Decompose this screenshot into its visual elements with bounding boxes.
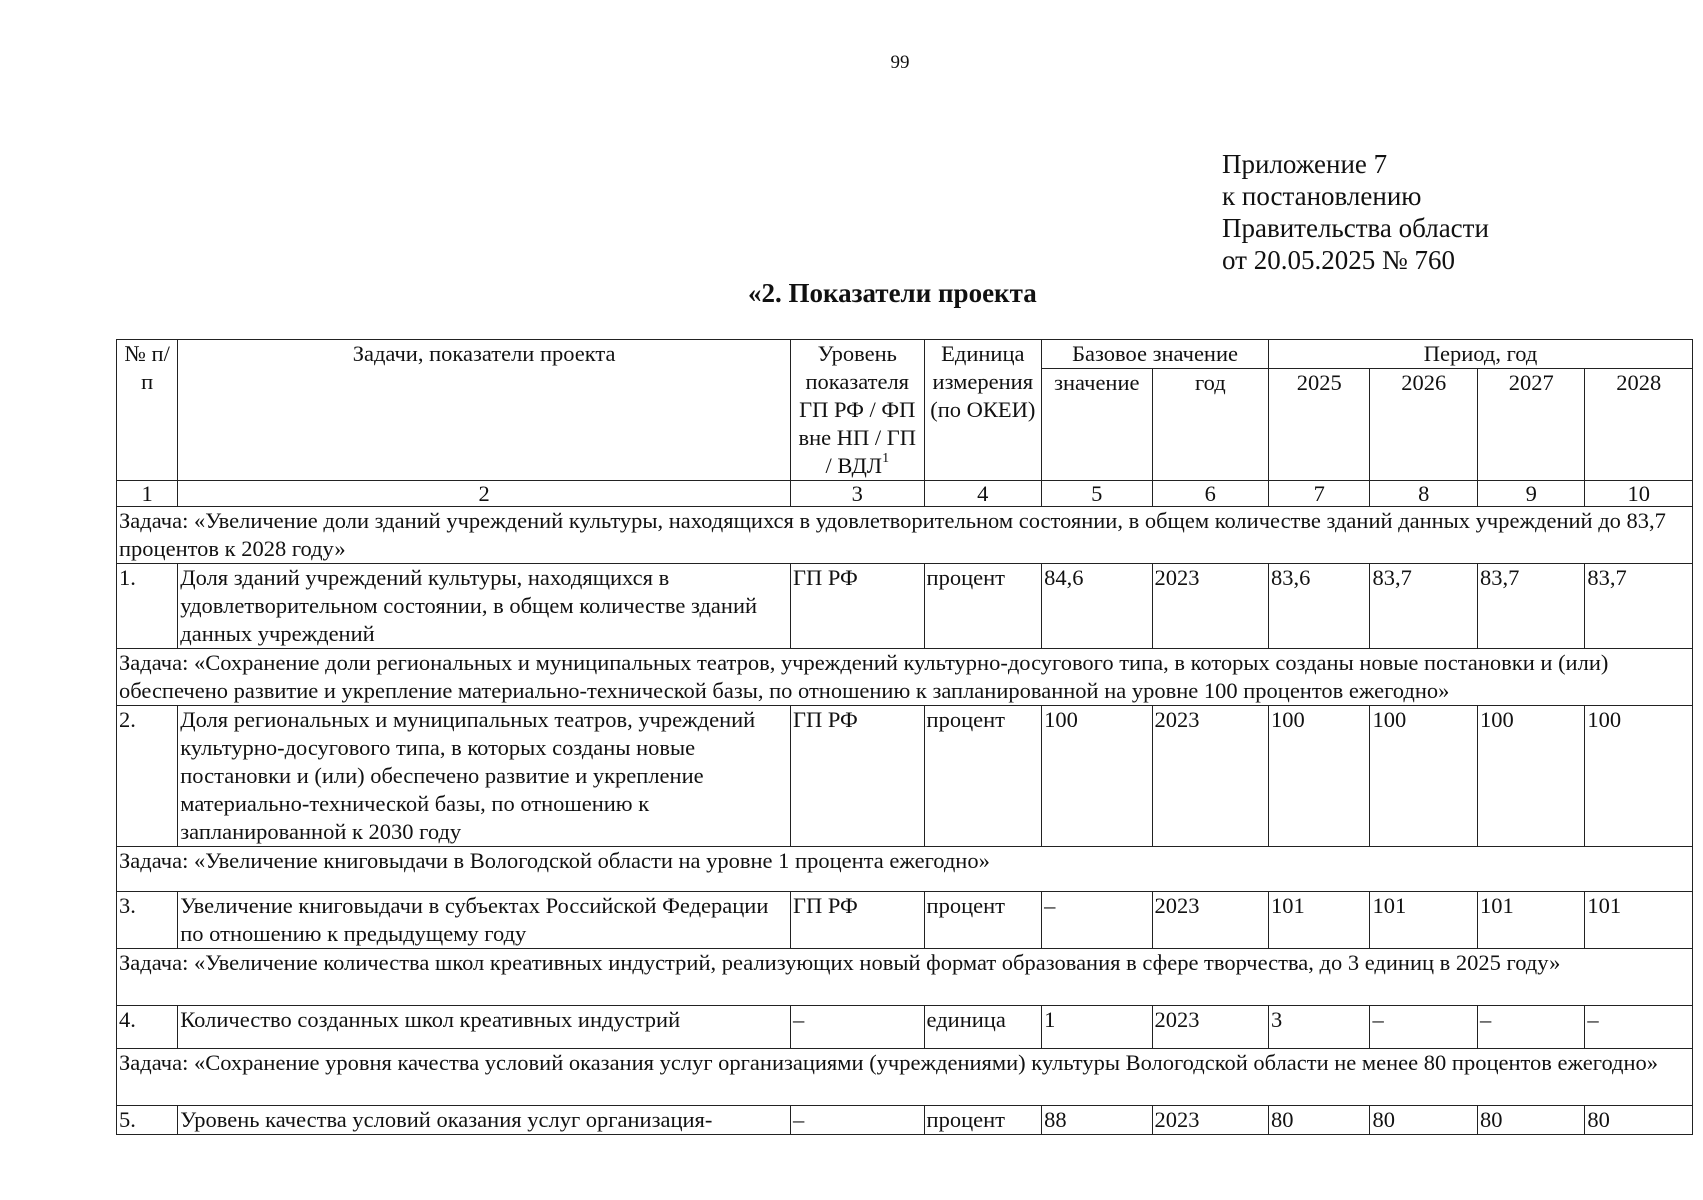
header-num: № п/п (117, 340, 178, 481)
indicators-table (116, 339, 1693, 1135)
indicator-name: Уровень качества условий оказания услуг организация- (178, 1106, 791, 1135)
indicator-num: 3. (117, 892, 178, 949)
indicator-base-year: 2023 (1152, 892, 1269, 949)
indicator-level: – (790, 1006, 924, 1049)
header-level (790, 340, 924, 481)
indicator-row (117, 1106, 1693, 1135)
indicator-unit: процент (924, 706, 1042, 847)
appendix-line: Приложение 7 (1222, 149, 1388, 179)
indicator-base-value: 100 (1042, 706, 1152, 847)
indicator-base-value: 84,6 (1042, 564, 1152, 649)
task-row (117, 507, 1693, 564)
indicator-name: Увеличение книговыдачи в субъектах Российской Федерации по отношению к предыдущему году (178, 892, 791, 949)
indicator-2026: – (1370, 1006, 1477, 1049)
column-number: 2 (178, 481, 791, 507)
indicator-row (117, 564, 1693, 649)
column-number: 4 (924, 481, 1042, 507)
task-text: Задача: «Сохранение уровня качества условий оказания услуг организациями (учреждениями) культуры Вологодской области не менее 80 процентов ежегодно» (117, 1049, 1693, 1106)
task-row (117, 847, 1693, 892)
indicator-base-year: 2023 (1152, 1106, 1269, 1135)
indicator-2028: 80 (1585, 1106, 1693, 1135)
section-title: «2. Показатели проекта (748, 278, 1037, 308)
indicator-unit: процент (924, 892, 1042, 949)
indicator-unit: процент (924, 564, 1042, 649)
indicator-num: 4. (117, 1006, 178, 1049)
column-number: 9 (1477, 481, 1584, 507)
indicator-base-year: 2023 (1152, 706, 1269, 847)
header-year-2025: 2025 (1269, 369, 1370, 481)
task-text: Задача: «Увеличение количества школ креативных индустрий, реализующих новый формат образования в сфере творчества, до 3 единиц в 2025 году» (117, 949, 1693, 1006)
indicator-level: ГП РФ (790, 892, 924, 949)
header-base-value: значение (1042, 369, 1152, 481)
indicator-base-year: 2023 (1152, 1006, 1269, 1049)
appendix-line: от 20.05.2025 № 760 (1222, 245, 1455, 275)
indicator-base-year: 2023 (1152, 564, 1269, 649)
indicator-num: 2. (117, 706, 178, 847)
header-unit: Единица измерения (по ОКЕИ) (924, 340, 1042, 481)
column-number: 6 (1152, 481, 1269, 507)
appendix-line: Правительства области (1222, 213, 1489, 243)
column-number: 1 (117, 481, 178, 507)
task-text: Задача: «Увеличение доли зданий учреждений культуры, находящихся в удовлетворительном состоянии, в общем количестве зданий данных учреждений до 83,7 процентов к 2028 году» (117, 507, 1693, 564)
indicator-2027: 83,7 (1477, 564, 1584, 649)
header-base-year: год (1152, 369, 1269, 481)
indicator-name: Доля зданий учреждений культуры, находящихся в удовлетворительном состоянии, в общем количестве зданий данных учреждений (178, 564, 791, 649)
column-number: 8 (1370, 481, 1477, 507)
indicator-2027: 100 (1477, 706, 1584, 847)
indicator-2026: 101 (1370, 892, 1477, 949)
indicator-2027: – (1477, 1006, 1584, 1049)
indicator-2028: 100 (1585, 706, 1693, 847)
indicator-2025: 101 (1269, 892, 1370, 949)
indicator-2026: 80 (1370, 1106, 1477, 1135)
indicator-row (117, 892, 1693, 949)
indicator-2025: 83,6 (1269, 564, 1370, 649)
indicator-2027: 80 (1477, 1106, 1584, 1135)
indicator-level: ГП РФ (790, 564, 924, 649)
indicator-base-value: – (1042, 892, 1152, 949)
indicator-unit: единица (924, 1006, 1042, 1049)
indicator-2028: – (1585, 1006, 1693, 1049)
column-number: 5 (1042, 481, 1152, 507)
indicator-level: ГП РФ (790, 706, 924, 847)
indicator-2028: 101 (1585, 892, 1693, 949)
page-number: 99 (890, 52, 910, 73)
indicator-2028: 83,7 (1585, 564, 1693, 649)
indicator-row (117, 1006, 1693, 1049)
column-number: 10 (1585, 481, 1693, 507)
header-year-2026: 2026 (1370, 369, 1477, 481)
indicator-name: Количество созданных школ креативных индустрий (178, 1006, 791, 1049)
indicator-name: Доля региональных и муниципальных театров, учреждений культурно-досугового типа, в которых созданы новые постановки и (или) обеспечено развитие и укрепление материально-технической базы, по отношению к запланированной к 2030 году (178, 706, 791, 847)
task-row (117, 949, 1693, 1006)
task-row (117, 649, 1693, 706)
task-text: Задача: «Увеличение книговыдачи в Вологодской области на уровне 1 процента ежегодно» (117, 847, 1693, 892)
header-year-2027: 2027 (1477, 369, 1584, 481)
task-row (117, 1049, 1693, 1106)
header-level-footnote: 1 (882, 451, 890, 466)
header-year-2028: 2028 (1585, 369, 1693, 481)
indicator-2025: 80 (1269, 1106, 1370, 1135)
indicator-base-value: 1 (1042, 1006, 1152, 1049)
indicator-num: 1. (117, 564, 178, 649)
header-row-1 (117, 340, 1693, 369)
indicator-2026: 100 (1370, 706, 1477, 847)
appendix-block (1222, 148, 1489, 276)
header-tasks: Задачи, показатели проекта (178, 340, 791, 481)
column-number-row (117, 481, 1693, 507)
indicator-unit: процент (924, 1106, 1042, 1135)
header-base: Базовое значение (1042, 340, 1269, 369)
indicator-base-value: 88 (1042, 1106, 1152, 1135)
indicator-num: 5. (117, 1106, 178, 1135)
task-text: Задача: «Сохранение доли региональных и муниципальных театров, учреждений культурно-досугового типа, в которых созданы новые постановки и (или) обеспечено развитие и укрепление материально-технической базы, по отношению к запланированной на уровне 100 процентов ежегодно» (117, 649, 1693, 706)
indicator-2025: 3 (1269, 1006, 1370, 1049)
appendix-line: к постановлению (1222, 181, 1422, 211)
header-level-text: Уровень показателя ГП РФ / ФП вне НП / ГП / ВДЛ (798, 341, 917, 478)
indicator-2025: 100 (1269, 706, 1370, 847)
column-number: 3 (790, 481, 924, 507)
indicator-2027: 101 (1477, 892, 1584, 949)
indicator-2026: 83,7 (1370, 564, 1477, 649)
indicator-row (117, 706, 1693, 847)
column-number: 7 (1269, 481, 1370, 507)
indicator-level: – (790, 1106, 924, 1135)
header-period: Период, год (1269, 340, 1693, 369)
